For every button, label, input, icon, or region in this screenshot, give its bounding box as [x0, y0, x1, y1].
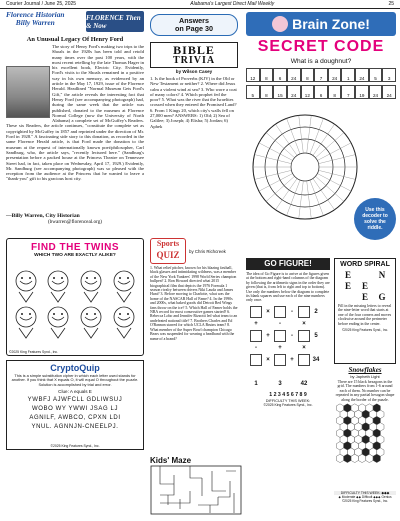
twins-title: FIND THE TWINS	[30, 242, 120, 253]
go-figure-sign	[310, 318, 322, 330]
cryptoquip-title: CryptoQuip	[50, 363, 100, 373]
decoder-note: Use this decoder to solve the riddle.	[354, 198, 396, 240]
history-headline: An Unusual Legacy Of Henry Ford	[26, 36, 124, 43]
snowflakes-text: There are 15 black hexagons in the grid. The numbers from 1-6 around each of them. No number can be repeated in any partial hexagon shape along the border of the puzzle.	[335, 380, 395, 402]
spiral-cell: N	[378, 270, 386, 280]
go-figure-title: GO FIGURE!	[246, 258, 330, 270]
trivia-byline: by Wilson Casey	[175, 69, 213, 74]
header-page-number: 25	[388, 1, 394, 7]
brain-zone-banner	[246, 12, 396, 36]
history-author: Billy Warren	[15, 18, 55, 27]
snowflake-hex	[366, 454, 373, 462]
secret-code	[246, 38, 396, 258]
header-left: Courier Journal / June 25, 2025	[6, 1, 77, 7]
snowflake-hex	[358, 454, 365, 462]
go-figure-cell[interactable]	[250, 330, 262, 342]
code-cell[interactable]: 6	[273, 68, 287, 82]
go-figure-sign	[262, 378, 274, 390]
sports-quiz	[150, 238, 238, 456]
go-figure-cell[interactable]	[250, 306, 262, 318]
word-spiral-title: WORD SPIRAL	[340, 261, 390, 268]
go-figure-cell[interactable]	[274, 354, 286, 366]
answers-line1: Answers	[179, 16, 209, 25]
go-figure-sign	[250, 366, 262, 378]
go-figure-grid[interactable]	[250, 306, 330, 390]
code-cell[interactable]: 8	[301, 68, 315, 82]
history-article	[6, 11, 144, 237]
secret-code-question: What is a doughnut?	[290, 58, 352, 65]
code-cell[interactable]: 24	[382, 85, 396, 99]
brain-zone-title: Brain Zone!	[292, 16, 370, 32]
snowflakes-title: Snowflakes	[348, 366, 382, 374]
word-spiral-grid[interactable]	[335, 270, 395, 302]
go-figure-sign: +	[254, 320, 258, 327]
cryptoquip	[6, 360, 144, 450]
history-kicker: Florence Historian	[6, 10, 65, 19]
go-figure-sign: ×	[266, 308, 270, 315]
spiral-cell	[340, 292, 356, 302]
go-figure-sign	[262, 318, 274, 330]
go-figure-sign	[262, 342, 274, 354]
go-figure-text: The idea of Go Figure is to arrive at the figures given at the bottom and right-hand columns of the diagram by following the arithmetic signs in the order they are given (that is, from left to right and top to bottom). Use only the numbers below the diagram to complete its blank squares and use each of the nine numbers only once.	[246, 272, 330, 303]
history-email: (bwarren@florenceal.org)	[47, 219, 103, 225]
cryptoquip-intro: This is a simple substitution cipher in which each letter used stands for another. If you think that X equals O, it will equal O throughout the puzzle. Solution is accomplished by trial and error.	[11, 373, 139, 387]
code-cell[interactable]: 5	[246, 85, 260, 99]
code-cell[interactable]: 8	[260, 85, 274, 99]
code-cell[interactable]: 24	[287, 68, 301, 82]
history-signoff: —Billy Warren, City Historian	[6, 213, 80, 219]
code-cell[interactable]: 24	[369, 85, 383, 99]
go-figure-copyright: ©2025 King Features Synd., Inc.	[263, 402, 313, 407]
code-cell[interactable]: 8	[328, 85, 342, 99]
go-figure-cell[interactable]	[298, 306, 310, 318]
code-cell[interactable]: 24	[287, 85, 301, 99]
history-body: The story of Henry Ford's making two trips to the Shoals in the 1920s has been told and retold many times over the past 100 years, with the most recent retelling by the late Thomas Hager in his excellent book, Electric City. Evidently, Ford's visits to the Shoals remained in a positive way in his own memory, as evidenced by an article in the May 17, 1929, issue of the Florence Herald. Headlined "Normal Museum Gets Ford's Gift," the article reveals the interesting fact that Henry Ford (see accompanying photograph) had, during the same week that the article was published, donated to the museum at Florence Normal College (now the University of North Alabama) a complete set of McGuffey's Readers. These six Readers, the article continues, "constitute the complete set as copyrighted by McGuffey in 1857 and reprinted under the direction of Mr. Ford in 1928." A fascinating side story to this donation, as recorded in the same Florence Herald article, is that Ford made the donation to the museum at the request of internationally known poet/philosopher, Carl Sandburg, who, the article says, "recently lectured here." (Sandburg's presentation before a packed house at the Princess Theatre on Tennessee Street had, in fact, taken place on Wednesday, April 17, 1929.) Evidently, Mr. Sandburg (see accompanying photograph) was so pleased with the reception from the audience at the Princess that he wanted to leave a "thank-you" gift to his gracious host city.	[6, 44, 144, 182]
twins-copyright: ©2025 King Features Synd., Inc.	[9, 350, 59, 354]
go-figure-sign: ×	[302, 344, 306, 351]
go-figure-sign: ×	[302, 320, 306, 327]
snowflakes-legend: ◆ Moderate ◆◆ Difficult ◆◆◆ Genius	[338, 495, 392, 499]
go-figure-sign	[274, 366, 286, 378]
go-figure-sign: 5	[314, 332, 318, 339]
header-center: Alabama's Largest Direct Mail Weekly	[190, 1, 275, 7]
go-figure-sign: -	[291, 308, 293, 315]
snowflakes-difficulty: DIFFICULTY THIS WEEK: ◆◆◆	[334, 491, 396, 495]
code-cell[interactable]: 19	[355, 85, 369, 99]
code-cell[interactable]: 7	[341, 85, 355, 99]
go-figure-cell[interactable]	[274, 306, 286, 318]
go-figure-sign: -	[291, 332, 293, 339]
go-figure-sign: -	[255, 344, 257, 351]
snowflakes-byline: by Japheth Light	[350, 374, 380, 379]
snowflake-hex	[336, 454, 343, 462]
snowflakes-grid[interactable]	[334, 402, 396, 486]
code-cell[interactable]: 3	[382, 68, 396, 82]
go-figure-sign: +	[266, 332, 270, 339]
go-figure-sign	[286, 378, 298, 390]
spiral-cell	[374, 281, 390, 291]
go-figure-sign	[310, 378, 322, 390]
go-figure-sign	[310, 366, 322, 378]
spiral-cell: E	[344, 281, 351, 291]
go-figure-sign: +	[290, 356, 294, 363]
twins-figures[interactable]	[11, 265, 141, 349]
go-figure-sign	[298, 366, 310, 378]
go-figure-sign	[286, 318, 298, 330]
sports-title: Sports	[156, 239, 180, 248]
code-cell[interactable]: 8	[260, 68, 274, 82]
go-figure-cell[interactable]	[298, 330, 310, 342]
word-spiral-copyright: ©2025 King Features Synd., Inc.	[341, 328, 389, 333]
secret-code-title: SECRET CODE	[257, 38, 385, 55]
go-figure-sign: 2	[314, 308, 318, 315]
code-cell[interactable]: 12	[246, 68, 260, 82]
answers-line2: on Page 30	[175, 24, 213, 33]
cryptoquip-line: AGNILF, AWBCO, CPXN LDI	[29, 415, 121, 422]
cryptoquip-puzzle	[7, 396, 143, 432]
secret-code-row1	[246, 68, 396, 82]
snowflake-hex	[351, 454, 358, 462]
go-figure-sign: +	[278, 344, 282, 351]
cryptoquip-clue: Clue: A equals E	[58, 389, 92, 395]
cryptoquip-line: WOBO WY YWWI JSAG LJ	[31, 406, 119, 413]
cryptoquip-line: YNUL. AGNNJN-CNEELPJ.	[31, 424, 119, 431]
code-cell[interactable]: 12	[301, 85, 315, 99]
code-cell[interactable]: 24	[355, 68, 369, 82]
go-figure-sign	[286, 366, 298, 378]
snowflakes	[334, 366, 396, 518]
decoder-wheel[interactable]	[250, 112, 360, 222]
kids-maze	[150, 456, 242, 517]
go-figure-cell[interactable]	[250, 354, 262, 366]
go-figure-cell[interactable]	[298, 354, 310, 366]
sports-byline: by Chris Richcreek	[189, 248, 226, 254]
code-cell[interactable]: 5	[369, 68, 383, 82]
go-figure-sign: -	[279, 320, 281, 327]
cryptoquip-line: YWBFJ AJWFCLL GDLIWSUJ	[27, 397, 123, 404]
go-figure-sign	[286, 342, 298, 354]
kids-maze-grid[interactable]	[150, 465, 242, 515]
twins-subtitle: WHICH TWO ARE EXACTLY ALIKE?	[34, 253, 116, 258]
spiral-cell: E	[361, 281, 368, 291]
trivia-title: BIBLE	[173, 43, 215, 57]
go-figure-sign: ×	[266, 356, 270, 363]
spiral-cell	[357, 270, 373, 280]
code-cell[interactable]: 6	[314, 85, 328, 99]
bible-trivia	[150, 42, 238, 232]
sports-text: 1. What relief pitcher, known for his blazing fastball, black glasses and intimidating wildness, was a member of the New York Yankees' 1998 World Series champion bullpen? 2. Ron Howard directed what 2015 biographical film that depicts the 1976 Formula 1 season rivalry between drivers Niki Lauda and James Hunt? 3. Before moving to Charlotte, what was the home of the NASCAR Hall of Fame? 4. In the 1990s and 2000s, what baked goods did Detroit Red Wings fans throw on the ice? 5. Which Hall of Famer holds the NBA record for most consecutive games started? 6. Rebecca Lobo and Jennifer Rizzotti led what team to an undefeated national title? 7. Brothers Charles and Ed O'Bannon starred for which UCLA Bruins team? 8. What member of the Super Bowl champion Chicago Bears was suspended for wearing a headband with the name of a brand?	[150, 266, 238, 341]
kids-maze-title: Kids' Maze	[150, 456, 192, 465]
snowflake-hex	[373, 454, 380, 462]
go-figure-sign: 3	[278, 380, 282, 387]
code-cell[interactable]: 7	[314, 68, 328, 82]
go-figure-sign: 1	[254, 380, 258, 387]
secret-code-row2	[246, 85, 396, 99]
code-cell[interactable]: 15	[273, 85, 287, 99]
spiral-cell: E	[344, 270, 351, 280]
brain-icon	[272, 16, 288, 32]
code-cell[interactable]: 1	[341, 68, 355, 82]
sports-title2: QUIZ	[156, 250, 180, 260]
go-figure-numbers: 1 2 3 4 5 6 7 8 9	[269, 391, 307, 398]
go-figure-sign: 34	[312, 356, 320, 363]
cryptoquip-copyright: ©2025 King Features Synd., Inc.	[50, 444, 100, 448]
trivia-title2: TRIVIA	[172, 55, 216, 66]
go-figure-sign	[262, 366, 274, 378]
go-figure-cell[interactable]	[274, 330, 286, 342]
trivia-text: 1. Is the book of Proverbs (KJV) in the Old or New Testament or neither? 2. Where did Jesus calm a violent wind at sea? 3. Who wore a coat of many colors? 4. Which prophet fed the poor? 5. What was the river that the Israelites crossed when they entered the Promised Land? 6. From 1 Kings 20, which city's walls fell on 27,000 men? ANSWERS: 1) Old; 2) Sea of Galilee; 3) Joseph; 4) Elisha; 5) Jordan; 6) Aphek	[150, 76, 237, 129]
page-header	[0, 0, 400, 9]
word-spiral	[334, 258, 396, 364]
spiral-cell: G	[378, 292, 386, 302]
go-figure-sign	[310, 342, 322, 354]
snowflake-hex	[344, 454, 351, 462]
go-figure-difficulty: DIFFICULTY THIS WEEK:	[265, 398, 311, 403]
word-spiral-text: Fill in the missing letters to reveal the nine-letter word that starts at one of the four corners and moves clockwise around the perimeter before ending in the center.	[338, 304, 392, 326]
spiral-cell: E	[361, 292, 368, 302]
snowflakes-copyright: ©2025 King Features Synd., Inc.	[341, 499, 389, 503]
go-figure-sign: 42	[300, 380, 308, 387]
go-figure	[246, 258, 330, 466]
then-and-now-logo: FLORENCE Then & Now	[86, 11, 144, 32]
code-cell[interactable]: 24	[328, 68, 342, 82]
answers-badge	[150, 14, 238, 36]
find-the-twins	[6, 238, 144, 356]
